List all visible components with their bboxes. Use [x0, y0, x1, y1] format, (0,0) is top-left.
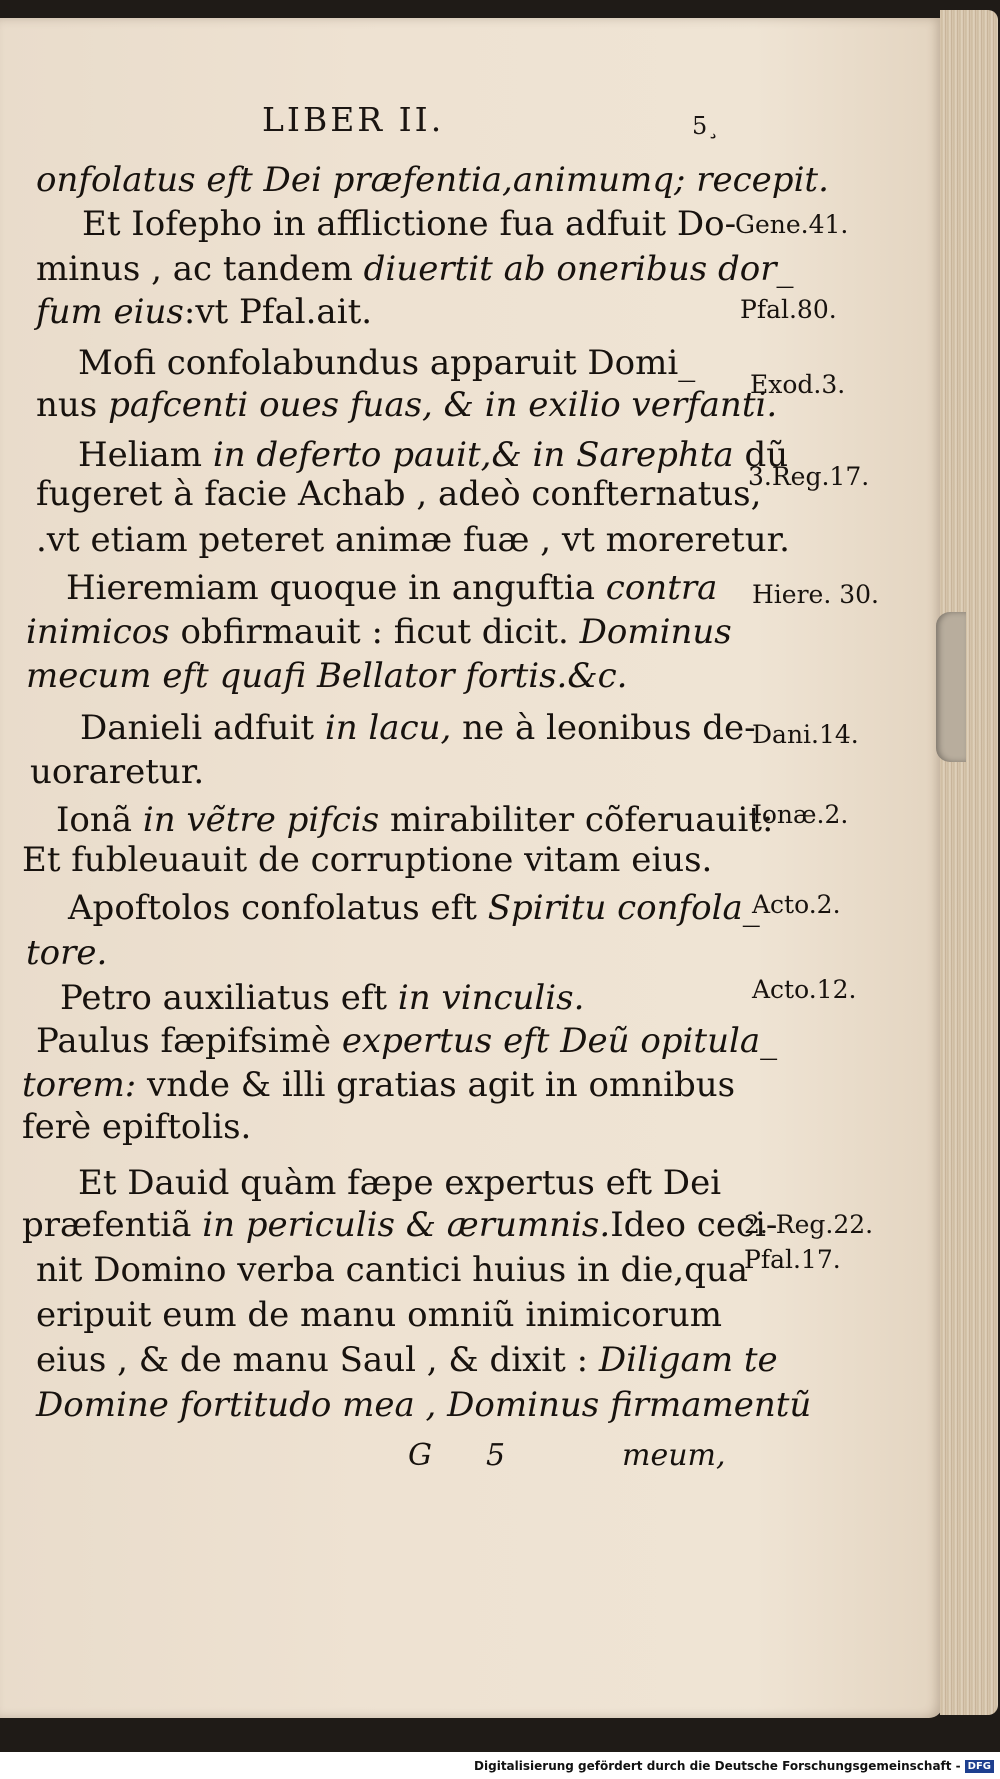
page-number: 5¸ — [692, 112, 720, 140]
text-line — [56, 800, 773, 840]
margin-reference: Ionæ.2. — [752, 800, 849, 829]
roman-segment: Ionã — [56, 800, 143, 840]
roman-segment: Petro auxiliatus eft — [60, 978, 398, 1018]
italic-segment: inimicos — [26, 612, 170, 652]
margin-reference: Pfal.80. — [740, 295, 837, 324]
italic-segment: Spiritu confola_ — [487, 888, 760, 928]
text-line — [78, 343, 695, 383]
roman-segment: Et Dauid quàm fæpe expertus eft Dei — [78, 1163, 722, 1203]
roman-segment: mirabiliter cõferuauit: — [379, 800, 774, 840]
roman-segment: nus — [36, 385, 109, 425]
text-line — [36, 292, 372, 332]
roman-segment: vnde & illi gratias agit in omnibus — [136, 1065, 736, 1105]
margin-reference: Acto.2. — [752, 890, 841, 919]
margin-reference: Hiere. 30. — [752, 580, 879, 609]
text-line — [66, 568, 717, 608]
roman-segment: Mofi confolabundus apparuit Domi_ — [78, 343, 696, 383]
margin-reference: Acto.12. — [752, 975, 857, 1004]
roman-segment: dũ — [733, 435, 789, 475]
margin-reference: Dani.14. — [752, 720, 859, 749]
text-line — [22, 1065, 735, 1105]
italic-segment: onfolatus eft Dei præfentia,animumq; recepit. — [36, 160, 829, 200]
text-line — [22, 840, 712, 880]
roman-segment: nit Domino verba cantici huius in die,qua — [36, 1250, 749, 1290]
dfg-logo: DFG — [965, 1760, 994, 1773]
italic-segment: torem: — [22, 1065, 137, 1105]
roman-segment: fugeret à facie Achab , adeò confternatus, — [36, 474, 762, 514]
roman-segment: Et fubleuauit de corruptione vitam eius. — [22, 840, 713, 880]
roman-segment: Ideo ceci- — [610, 1205, 778, 1245]
text-line — [36, 1021, 777, 1061]
margin-reference: 3.Reg.17. — [748, 462, 870, 491]
roman-segment: minus , ac tandem — [36, 249, 364, 289]
italic-segment: Diligam te — [598, 1340, 778, 1380]
italic-segment: Domine fortitudo mea , Dominus firmamentũ — [36, 1385, 812, 1425]
text-line — [78, 1163, 721, 1203]
italic-segment: in lacu, — [324, 708, 452, 748]
text-line — [68, 888, 760, 928]
text-line — [36, 1295, 722, 1335]
text-line — [36, 474, 761, 514]
text-line — [80, 708, 756, 748]
text-line — [36, 1250, 748, 1290]
roman-segment: uoraretur. — [30, 752, 205, 792]
italic-segment: in deferto pauit,& in Sarephta — [212, 435, 734, 475]
text-line — [36, 249, 793, 289]
roman-segment: Paulus fæpifsimè — [36, 1021, 342, 1061]
italic-segment: diuertit ab oneribus dor_ — [363, 249, 794, 289]
margin-reference: Exod.3. — [750, 370, 846, 399]
text-line — [60, 978, 584, 1018]
margin-reference: 2. Reg.22. — [744, 1210, 874, 1239]
italic-segment: in periculis & ærumnis. — [202, 1205, 611, 1245]
italic-segment: expertus eft Deũ opitula_ — [341, 1021, 778, 1061]
margin-reference: Pfal.17. — [744, 1245, 841, 1274]
text-line — [22, 1205, 777, 1245]
text-line — [36, 1385, 811, 1425]
roman-segment: præfentiã — [22, 1205, 203, 1245]
text-line — [82, 204, 736, 244]
signature-mark: G — [408, 1438, 432, 1473]
catchword: meum, — [622, 1438, 726, 1473]
roman-segment: eius , & de manu Saul , & dixit : — [36, 1340, 599, 1380]
roman-segment: .vt etiam peteret animæ fuæ , vt moreretur. — [36, 520, 790, 560]
roman-segment: Danieli adfuit — [80, 708, 325, 748]
text-line — [36, 385, 777, 425]
margin-reference: Gene.41. — [735, 210, 849, 239]
roman-segment: ne à leonibus de- — [451, 708, 756, 748]
credit-text: Digitalisierung gefördert durch die Deutsche Forschungsgemeinschaft - — [474, 1759, 961, 1773]
roman-segment: Apoftolos confolatus eft — [68, 888, 488, 928]
roman-segment: Heliam — [78, 435, 213, 475]
italic-segment: fum eius — [36, 292, 184, 332]
roman-segment: ferè epiftolis. — [22, 1107, 252, 1147]
italic-segment: in vẽtre pifcis — [142, 800, 380, 840]
italic-segment: in vinculis. — [397, 978, 585, 1018]
text-line — [36, 160, 829, 200]
running-header — [0, 100, 943, 150]
text-line — [26, 933, 107, 973]
text-line — [78, 435, 788, 475]
roman-segment: Hieremiam quoque in anguftia — [66, 568, 606, 608]
roman-segment: Et Iofepho in afflictione fua adfuit Do- — [82, 204, 737, 244]
bookmark-tab — [936, 612, 966, 762]
italic-segment: contra — [605, 568, 718, 608]
text-line — [26, 656, 627, 696]
text-line — [36, 1340, 778, 1380]
running-title: LIBER II. — [262, 100, 445, 139]
italic-segment: mecum eft quafi Bellator fortis.&c. — [26, 656, 628, 696]
text-line — [26, 612, 732, 652]
text-line — [30, 752, 204, 792]
roman-segment: eripuit eum de manu omniũ inimicorum — [36, 1295, 722, 1335]
italic-segment: pafcenti oues fuas, & in exilio verfanti. — [108, 385, 778, 425]
italic-segment: Dominus — [579, 612, 732, 652]
text-line — [36, 520, 790, 560]
digitization-credit — [474, 1755, 994, 1777]
roman-segment: obfirmauit : ficut dicit. — [169, 612, 580, 652]
signature-number: 5 — [486, 1438, 506, 1473]
page-edges — [940, 10, 998, 1715]
text-line — [22, 1107, 251, 1147]
roman-segment: :vt Pfal.ait. — [183, 292, 373, 332]
italic-segment: tore. — [26, 933, 108, 973]
